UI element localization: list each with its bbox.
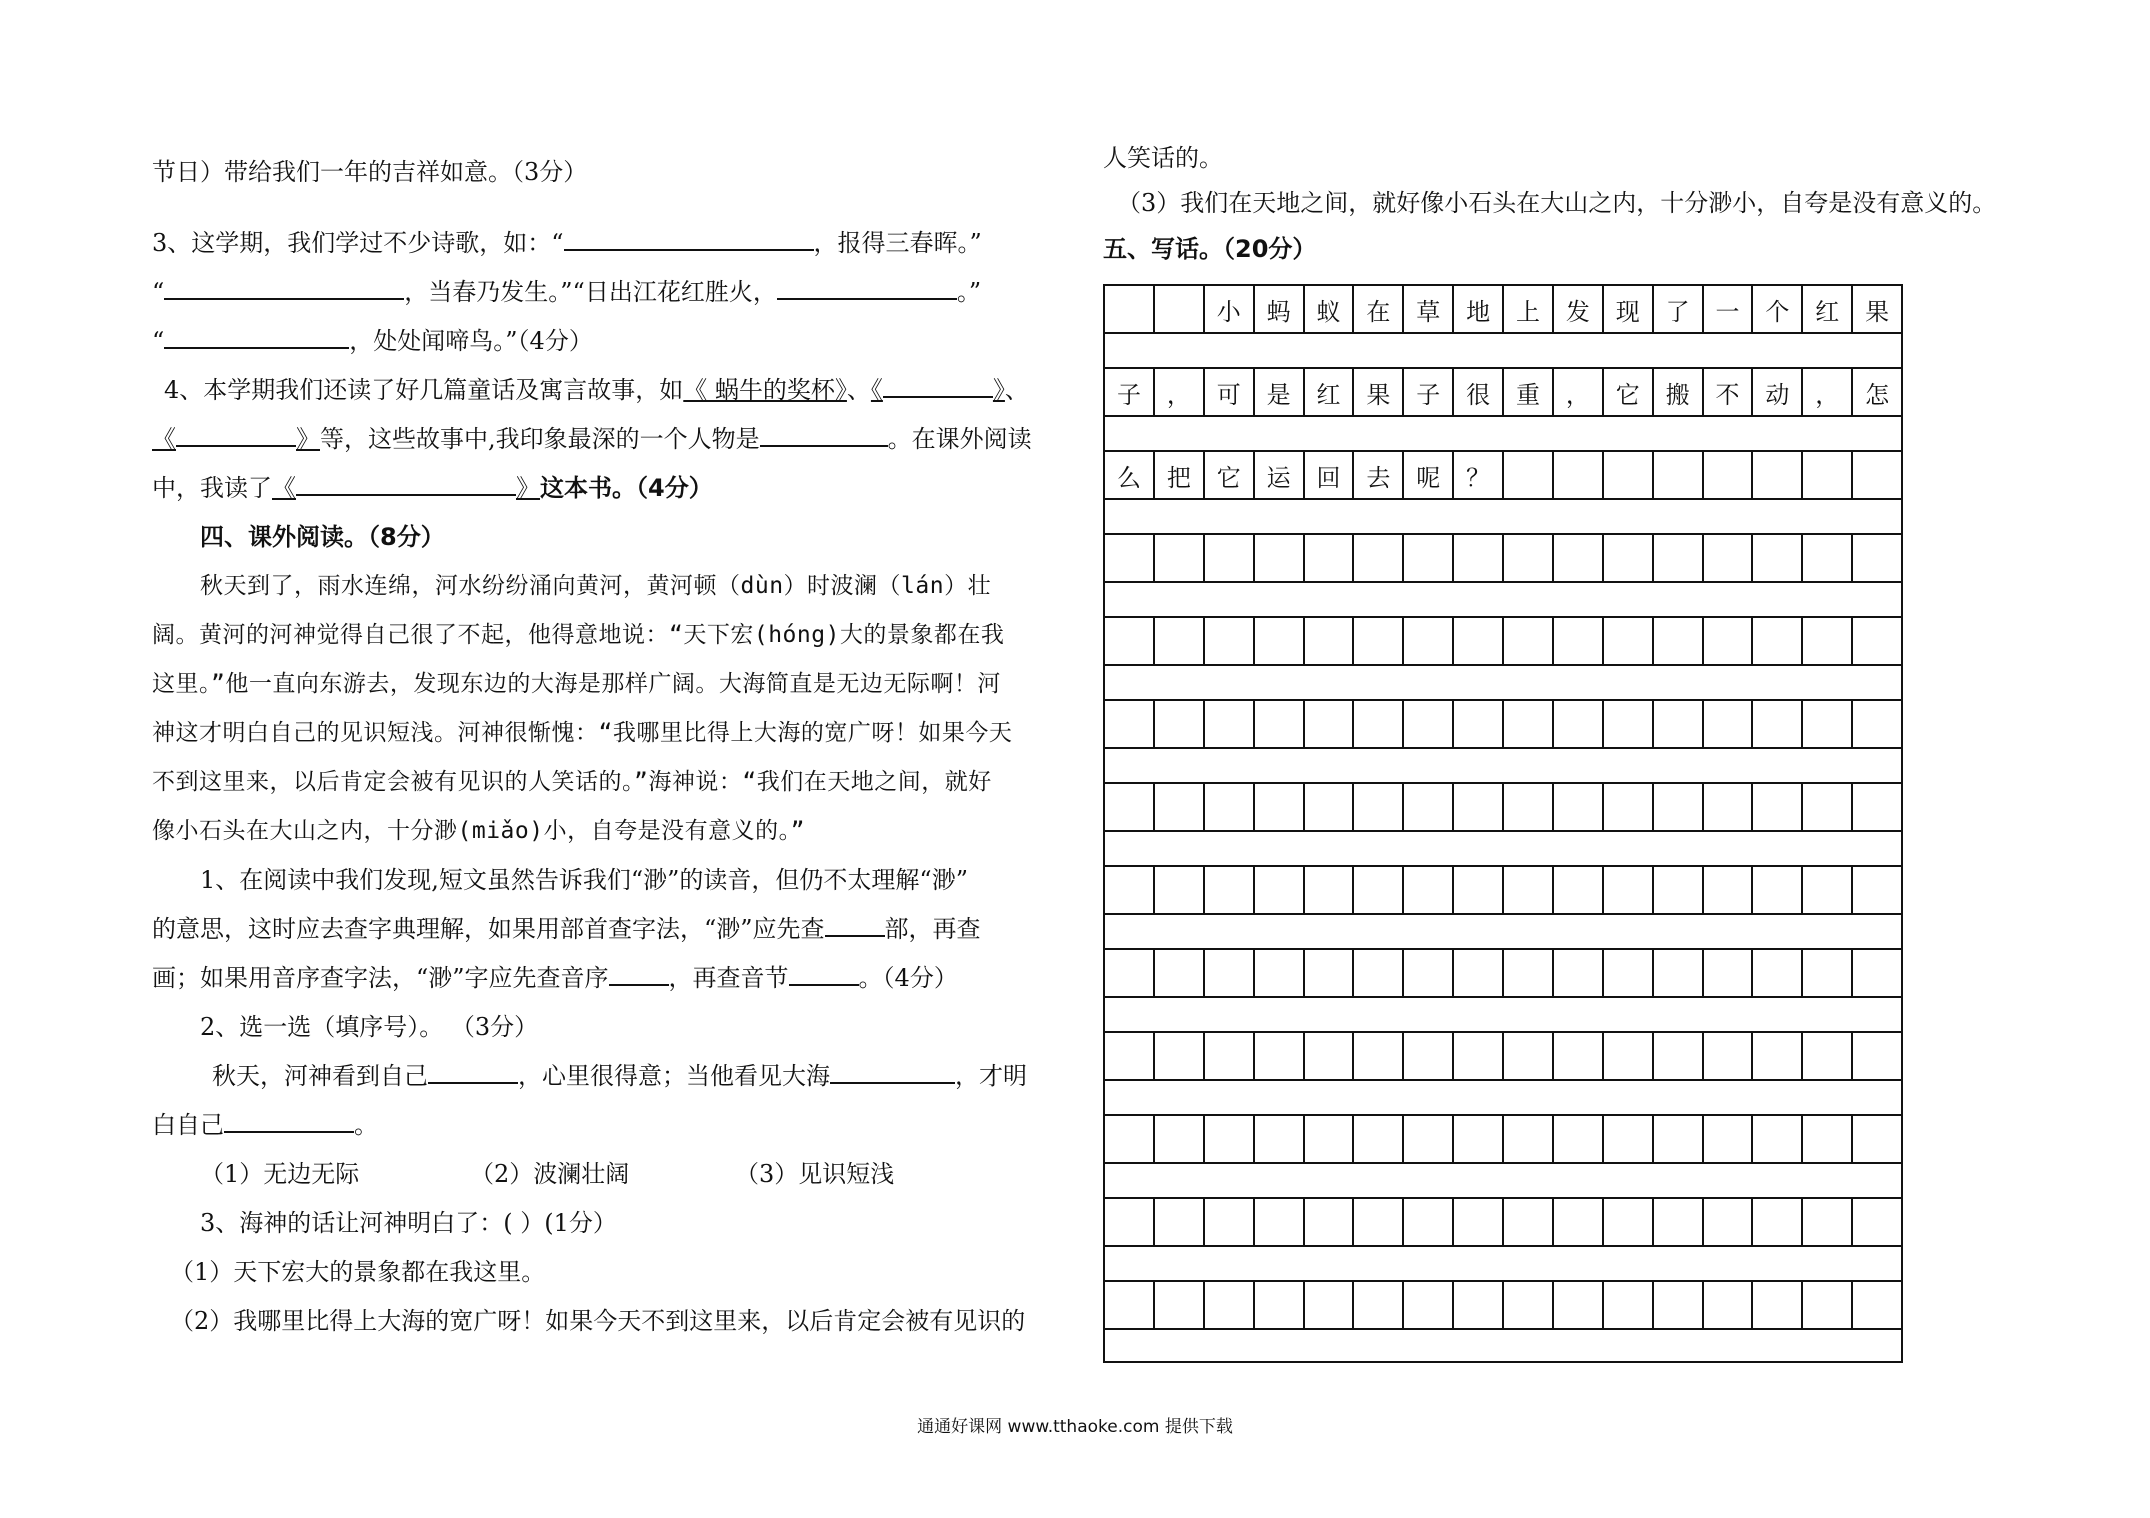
grid-cell[interactable] (1255, 1114, 1305, 1164)
grid-cell[interactable] (1853, 616, 1903, 666)
reading-question-2-line2: 秋天，河神看到自己 ，心里很得意；当他看见大海 ，才明 (152, 1052, 1072, 1101)
passage-line: 不到这里来，以后肯定会被有见识的人笑话的。”海神说：“我们在天地之间，就好 (152, 769, 992, 795)
section-5-heading: 五、写话。（20分） (1103, 235, 1317, 263)
grid-cell[interactable] (1704, 1197, 1754, 1247)
grid-cell[interactable] (1105, 782, 1155, 832)
grid-cell[interactable] (1704, 1280, 1754, 1330)
grid-cell[interactable] (1255, 948, 1305, 998)
grid-cell[interactable] (1255, 1280, 1305, 1330)
grid-cell[interactable] (1504, 1114, 1554, 1164)
grid-cell[interactable] (1255, 865, 1305, 915)
reading-question-2: 2、选一选（填序号）。 （3分） (200, 1013, 539, 1041)
grid-cell[interactable]: 蚁 (1305, 284, 1355, 334)
reading-question-1: 1、在阅读中我们发现,短文虽然告诉我们“渺”的读音，但仍不太理解“渺” (200, 866, 968, 894)
grid-cell[interactable]: 回 (1305, 450, 1355, 500)
grid-cell[interactable] (1504, 1197, 1554, 1247)
grid-cell[interactable] (1354, 1031, 1404, 1081)
grid-cell[interactable] (1354, 782, 1404, 832)
grid-cell[interactable] (1753, 533, 1803, 583)
grid-cell[interactable] (1853, 865, 1903, 915)
grid-cell[interactable] (1753, 1197, 1803, 1247)
grid-spacer (1103, 666, 1903, 699)
grid-cell[interactable]: 是 (1255, 367, 1305, 417)
grid-cell[interactable] (1255, 782, 1305, 832)
grid-cell[interactable] (1504, 1280, 1554, 1330)
grid-cell[interactable]: 现 (1604, 284, 1654, 334)
grid-cell[interactable] (1305, 782, 1355, 832)
grid-row (1103, 533, 1903, 583)
grid-cell[interactable] (1105, 1280, 1155, 1330)
grid-cell[interactable] (1654, 533, 1704, 583)
grid-cell[interactable] (1604, 1197, 1654, 1247)
grid-cell[interactable] (1604, 948, 1654, 998)
passage-line: 阔。黄河的河神觉得自己很了不起，他得意地说：“天下宏(hóng)大的景象都在我 (152, 622, 1005, 648)
answer-blank[interactable] (564, 225, 814, 251)
grid-cell[interactable] (1404, 1114, 1454, 1164)
grid-cell[interactable] (1404, 699, 1454, 749)
grid-cell[interactable] (1105, 699, 1155, 749)
passage-line: 神这才明白自己的见识短浅。河神很惭愧：“我哪里比得上大海的宽广呀！如果今天 (152, 720, 1013, 746)
grid-cell[interactable] (1354, 1280, 1404, 1330)
grid-cell[interactable]: 它 (1604, 367, 1654, 417)
footer: 通通好课网 www.tthaoke.com 提供下载 (917, 1417, 1233, 1437)
grid-cell[interactable] (1853, 1114, 1903, 1164)
grid-cell[interactable] (1654, 782, 1704, 832)
grid-cell[interactable] (1205, 699, 1255, 749)
grid-cell[interactable] (1454, 1280, 1504, 1330)
grid-cell[interactable] (1454, 782, 1504, 832)
grid-spacer (1103, 583, 1903, 616)
answer-blank[interactable] (830, 1058, 955, 1084)
grid-cell[interactable] (1205, 616, 1255, 666)
grid-cell[interactable] (1155, 1031, 1205, 1081)
grid-row (1103, 699, 1903, 749)
grid-cell[interactable] (1604, 533, 1654, 583)
grid-cell[interactable] (1803, 1031, 1853, 1081)
grid-cell[interactable] (1554, 865, 1604, 915)
grid-cell[interactable] (1654, 616, 1704, 666)
grid-cell[interactable] (1305, 948, 1355, 998)
grid-cell[interactable]: 去 (1354, 450, 1404, 500)
answer-blank[interactable] (176, 421, 296, 447)
grid-cell[interactable] (1255, 533, 1305, 583)
grid-row (1103, 865, 1903, 915)
reading-passage (152, 562, 1072, 856)
grid-cell[interactable] (1404, 533, 1454, 583)
question-3-line2: “ ，当春乃发生。”“日出江花红胜火， 。” (152, 268, 1072, 317)
grid-cell[interactable]: 上 (1504, 284, 1554, 334)
grid-cell[interactable]: 么 (1105, 450, 1155, 500)
answer-blank[interactable] (296, 470, 516, 496)
grid-cell[interactable] (1155, 699, 1205, 749)
question-3: 3、这学期，我们学过不少诗歌，如：“ ，报得三春晖。” (152, 219, 1072, 268)
grid-row (1103, 616, 1903, 666)
grid-spacer (1103, 915, 1903, 948)
grid-cell[interactable] (1305, 865, 1355, 915)
grid-cell[interactable]: 草 (1404, 284, 1454, 334)
reading-question-3-option-2[interactable]: （2）我哪里比得上大海的宽广呀！如果今天不到这里来，以后肯定会被有见识的 (170, 1307, 1026, 1335)
reading-question-3-option-1[interactable]: （1）天下宏大的景象都在我这里。 (170, 1258, 546, 1286)
grid-cell[interactable] (1803, 1114, 1853, 1164)
grid-cell[interactable] (1454, 1197, 1504, 1247)
grid-cell[interactable] (1305, 1114, 1355, 1164)
grid-cell[interactable] (1205, 1197, 1255, 1247)
grid-cell[interactable]: 了 (1654, 284, 1704, 334)
grid-cell[interactable] (1803, 865, 1853, 915)
grid-cell[interactable] (1753, 1280, 1803, 1330)
right-column (1103, 144, 2033, 272)
grid-cell[interactable] (1454, 1031, 1504, 1081)
grid-cell[interactable] (1504, 1031, 1554, 1081)
grid-cell[interactable] (1803, 616, 1853, 666)
grid-cell[interactable]: 可 (1205, 367, 1255, 417)
grid-cell[interactable]: 蚂 (1255, 284, 1305, 334)
grid-cell[interactable] (1504, 450, 1554, 500)
grid-spacer (1103, 1081, 1903, 1114)
grid-cell[interactable] (1155, 1197, 1205, 1247)
grid-spacer (1103, 500, 1903, 533)
reading-question-1-line2: 的意思，这时应去查字典理解，如果用部首查字法，“渺”应先查 部，再查 (152, 905, 1072, 954)
grid-cell[interactable] (1604, 450, 1654, 500)
grid-row (1103, 1031, 1903, 1081)
grid-cell[interactable] (1354, 533, 1404, 583)
grid-spacer (1103, 334, 1903, 367)
grid-cell[interactable] (1554, 616, 1604, 666)
grid-cell[interactable]: 很 (1454, 367, 1504, 417)
grid-cell[interactable]: 怎 (1853, 367, 1903, 417)
grid-cell[interactable] (1554, 1280, 1604, 1330)
grid-cell[interactable] (1105, 616, 1155, 666)
grid-cell[interactable]: 不 (1704, 367, 1754, 417)
grid-cell[interactable] (1404, 865, 1454, 915)
grid-cell[interactable] (1155, 533, 1205, 583)
answer-blank[interactable] (760, 421, 888, 447)
grid-cell[interactable] (1853, 782, 1903, 832)
grid-cell[interactable] (1753, 699, 1803, 749)
grid-cell[interactable] (1704, 865, 1754, 915)
grid-cell[interactable] (1454, 865, 1504, 915)
grid-cell[interactable] (1654, 1114, 1704, 1164)
grid-cell[interactable]: 在 (1354, 284, 1404, 334)
answer-blank[interactable] (825, 911, 885, 937)
grid-row (1103, 782, 1903, 832)
grid-cell[interactable] (1105, 1197, 1155, 1247)
grid-cell[interactable] (1704, 699, 1754, 749)
grid-cell[interactable]: 果 (1354, 367, 1404, 417)
grid-cell[interactable] (1604, 616, 1654, 666)
grid-cell[interactable]: 呢 (1404, 450, 1454, 500)
grid-cell[interactable] (1704, 782, 1754, 832)
grid-cell[interactable] (1504, 533, 1554, 583)
grid-cell[interactable] (1354, 616, 1404, 666)
question-4: 4、本学期我们还读了好几篇童话及寓言故事，如《 蜗牛的奖杯》、《 》、 (152, 366, 1072, 415)
grid-cell[interactable] (1305, 533, 1355, 583)
grid-cell[interactable] (1305, 616, 1355, 666)
grid-cell[interactable] (1604, 865, 1654, 915)
grid-cell[interactable] (1354, 1114, 1404, 1164)
grid-cell[interactable]: ， (1803, 367, 1853, 417)
answer-blank[interactable] (164, 323, 349, 349)
grid-cell[interactable] (1305, 1197, 1355, 1247)
grid-cell[interactable]: 一 (1704, 284, 1754, 334)
answer-blank[interactable] (777, 274, 957, 300)
grid-cell[interactable] (1853, 1280, 1903, 1330)
grid-cell[interactable] (1704, 616, 1754, 666)
option-1[interactable]: （1）无边无际 (200, 1160, 360, 1188)
grid-cell[interactable] (1205, 1280, 1255, 1330)
grid-cell[interactable] (1753, 948, 1803, 998)
grid-cell[interactable] (1454, 1114, 1504, 1164)
grid-cell[interactable] (1155, 865, 1205, 915)
answer-blank[interactable] (609, 960, 669, 986)
answer-blank[interactable] (164, 274, 404, 300)
passage-line: 秋天到了，雨水连绵，河水纷纷涌向黄河，黄河顿（dùn）时波澜（lán）壮 (200, 573, 992, 599)
grid-cell[interactable]: 红 (1803, 284, 1853, 334)
grid-cell[interactable] (1504, 865, 1554, 915)
passage-line: 像小石头在大山之内，十分渺(miǎo)小，自夸是没有意义的。” (152, 818, 805, 844)
grid-cell[interactable] (1704, 1031, 1754, 1081)
grid-cell[interactable]: ， (1554, 367, 1604, 417)
grid-cell[interactable] (1105, 1114, 1155, 1164)
grid-cell[interactable] (1404, 1280, 1454, 1330)
grid-cell[interactable] (1354, 699, 1404, 749)
answer-blank[interactable] (224, 1107, 354, 1133)
grid-cell[interactable] (1803, 1197, 1853, 1247)
grid-row (1103, 1197, 1903, 1247)
grid-cell[interactable] (1105, 533, 1155, 583)
grid-cell[interactable] (1255, 699, 1305, 749)
grid-spacer (1103, 417, 1903, 450)
grid-row (1103, 450, 1903, 500)
grid-cell[interactable]: 搬 (1654, 367, 1704, 417)
grid-cell[interactable] (1803, 948, 1853, 998)
grid-spacer (1103, 749, 1903, 782)
grid-cell[interactable] (1155, 1114, 1205, 1164)
grid-cell[interactable]: 重 (1504, 367, 1554, 417)
grid-cell[interactable] (1853, 948, 1903, 998)
grid-cell[interactable] (1454, 948, 1504, 998)
grid-cell[interactable]: 发 (1554, 284, 1604, 334)
right-line-1: 人笑话的。 (1103, 144, 1223, 172)
grid-cell[interactable]: ， (1155, 367, 1205, 417)
grid-cell[interactable] (1404, 782, 1454, 832)
grid-cell[interactable] (1105, 865, 1155, 915)
grid-row (1103, 1280, 1903, 1330)
grid-cell[interactable] (1504, 699, 1554, 749)
grid-cell[interactable] (1504, 616, 1554, 666)
grid-cell[interactable] (1704, 1114, 1754, 1164)
grid-cell[interactable] (1753, 865, 1803, 915)
grid-cell[interactable] (1155, 948, 1205, 998)
grid-spacer (1103, 998, 1903, 1031)
grid-cell[interactable] (1305, 1031, 1355, 1081)
grid-cell[interactable] (1554, 1114, 1604, 1164)
grid-cell[interactable] (1654, 450, 1704, 500)
grid-cell[interactable] (1454, 533, 1504, 583)
grid-cell[interactable] (1604, 1031, 1654, 1081)
grid-cell[interactable] (1105, 1031, 1155, 1081)
grid-cell[interactable] (1654, 699, 1704, 749)
writing-grid[interactable] (1103, 284, 1903, 1363)
answer-blank[interactable] (883, 372, 993, 398)
grid-row (1103, 367, 1903, 417)
grid-cell[interactable]: 把 (1155, 450, 1205, 500)
grid-cell[interactable] (1654, 865, 1704, 915)
grid-cell[interactable] (1654, 948, 1704, 998)
grid-cell[interactable]: 红 (1305, 367, 1355, 417)
grid-cell[interactable] (1753, 616, 1803, 666)
grid-cell[interactable] (1205, 865, 1255, 915)
grid-cell[interactable] (1604, 1280, 1654, 1330)
grid-cell[interactable] (1354, 948, 1404, 998)
grid-cell[interactable] (1654, 1031, 1704, 1081)
grid-cell[interactable] (1255, 1031, 1305, 1081)
grid-cell[interactable] (1704, 533, 1754, 583)
grid-cell[interactable]: ？ (1454, 450, 1504, 500)
reading-question-2-line3: 白自己 。 (152, 1101, 1072, 1150)
question-4-line3: 中，我读了《 》这本书。（4分） (152, 464, 1072, 513)
grid-cell[interactable] (1554, 699, 1604, 749)
grid-cell[interactable] (1753, 450, 1803, 500)
grid-cell[interactable] (1554, 782, 1604, 832)
grid-cell[interactable] (1753, 1114, 1803, 1164)
grid-cell[interactable] (1803, 782, 1853, 832)
section-4-heading: 四、课外阅读。（8分） (200, 523, 445, 551)
grid-row (1103, 284, 1903, 334)
grid-cell[interactable] (1205, 1114, 1255, 1164)
grid-cell[interactable] (1853, 450, 1903, 500)
grid-spacer (1103, 1247, 1903, 1280)
grid-cell[interactable] (1554, 948, 1604, 998)
grid-cell[interactable]: 地 (1454, 284, 1504, 334)
grid-cell[interactable] (1404, 948, 1454, 998)
grid-cell[interactable] (1504, 782, 1554, 832)
grid-cell[interactable] (1155, 1280, 1205, 1330)
question-3-line3: “ ，处处闻啼鸟。”（4分） (152, 317, 1072, 366)
question-4-line2: 《 》等，这些故事中,我印象最深的一个人物是 。在课外阅读 (152, 415, 1072, 464)
grid-cell[interactable] (1155, 782, 1205, 832)
grid-row (1103, 948, 1903, 998)
grid-row (1103, 1114, 1903, 1164)
grid-spacer (1103, 1330, 1903, 1363)
left-column (152, 148, 1072, 1346)
grid-cell[interactable] (1205, 533, 1255, 583)
grid-cell[interactable] (1853, 1197, 1903, 1247)
grid-cell[interactable] (1255, 1197, 1305, 1247)
grid-cell[interactable] (1853, 699, 1903, 749)
grid-cell[interactable] (1554, 1197, 1604, 1247)
answer-blank[interactable] (428, 1058, 518, 1084)
grid-cell[interactable] (1404, 616, 1454, 666)
grid-cell[interactable] (1604, 1114, 1654, 1164)
grid-cell[interactable] (1354, 1197, 1404, 1247)
grid-cell[interactable]: 它 (1205, 450, 1255, 500)
passage-line: 这里。”他一直向东游去，发现东边的大海是那样广阔。大海简直是无边无际啊！河 (152, 671, 1001, 697)
grid-spacer (1103, 832, 1903, 865)
grid-cell[interactable]: 运 (1255, 450, 1305, 500)
grid-cell[interactable] (1105, 284, 1155, 334)
grid-cell[interactable]: 子 (1105, 367, 1155, 417)
grid-cell[interactable] (1105, 948, 1155, 998)
right-option-3[interactable]: （3）我们在天地之间，就好像小石头在大山之内，十分渺小，自夸是没有意义的。 (1117, 189, 1997, 217)
grid-cell[interactable] (1454, 616, 1504, 666)
grid-cell[interactable]: 动 (1753, 367, 1803, 417)
grid-cell[interactable] (1704, 450, 1754, 500)
option-2[interactable]: （2）波澜壮阔 (470, 1160, 630, 1188)
grid-cell[interactable] (1155, 284, 1205, 334)
grid-cell[interactable] (1803, 533, 1853, 583)
grid-cell[interactable] (1305, 1280, 1355, 1330)
grid-cell[interactable] (1604, 782, 1654, 832)
grid-cell[interactable] (1404, 1031, 1454, 1081)
grid-cell[interactable]: 小 (1205, 284, 1255, 334)
grid-cell[interactable] (1753, 782, 1803, 832)
grid-cell[interactable] (1753, 1031, 1803, 1081)
grid-cell[interactable] (1803, 450, 1853, 500)
grid-cell[interactable] (1803, 1280, 1853, 1330)
grid-cell[interactable] (1255, 616, 1305, 666)
grid-cell[interactable] (1654, 1197, 1704, 1247)
grid-cell[interactable]: 果 (1853, 284, 1903, 334)
grid-cell[interactable] (1853, 533, 1903, 583)
grid-cell[interactable] (1205, 782, 1255, 832)
grid-cell[interactable] (1205, 1031, 1255, 1081)
reading-question-2-options (152, 1150, 1072, 1199)
grid-cell[interactable] (1853, 1031, 1903, 1081)
grid-cell[interactable] (1305, 699, 1355, 749)
grid-spacer (1103, 1164, 1903, 1197)
grid-cell[interactable] (1504, 948, 1554, 998)
reading-question-3: 3、海神的话让河神明白了：( ）(1分） (200, 1209, 617, 1237)
grid-cell[interactable] (1803, 699, 1853, 749)
grid-cell[interactable] (1554, 1031, 1604, 1081)
answer-blank[interactable] (789, 960, 859, 986)
grid-cell[interactable] (1404, 1197, 1454, 1247)
grid-cell[interactable] (1554, 450, 1604, 500)
grid-cell[interactable] (1155, 616, 1205, 666)
line-holiday: 节日）带给我们一年的吉祥如意。（3分） (152, 158, 588, 186)
grid-cell[interactable] (1654, 1280, 1704, 1330)
grid-cell[interactable] (1704, 948, 1754, 998)
grid-cell[interactable]: 子 (1404, 367, 1454, 417)
option-3[interactable]: （3）见识短浅 (735, 1160, 895, 1188)
grid-cell[interactable] (1205, 948, 1255, 998)
grid-cell[interactable] (1604, 699, 1654, 749)
grid-cell[interactable] (1554, 533, 1604, 583)
grid-cell[interactable]: 个 (1753, 284, 1803, 334)
grid-cell[interactable] (1354, 865, 1404, 915)
reading-question-1-line3: 画；如果用音序查字法，“渺”字应先查音序 ，再查音节 。（4分） (152, 954, 1072, 1003)
grid-cell[interactable] (1454, 699, 1504, 749)
